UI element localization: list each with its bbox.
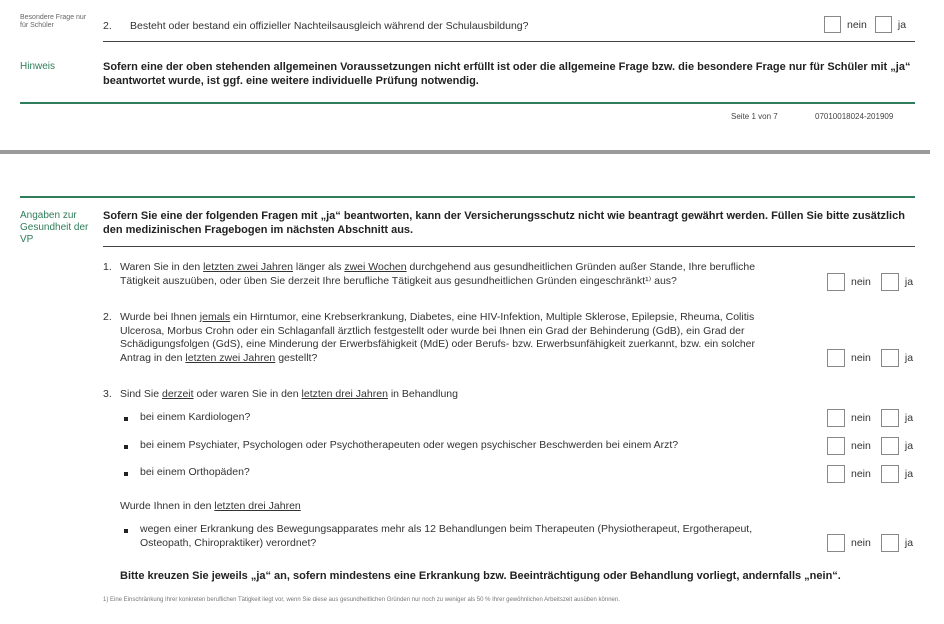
health-q2-nein-checkbox[interactable]: [827, 349, 845, 367]
top-q2-options: [824, 16, 906, 33]
health-q1-options: [827, 273, 913, 291]
health-q1-text: Waren Sie in den letzten zwei Jahren länger als zwei Wochen durchgehend aus gesundheitlichen Gründen außer Stande, Ihre berufliche Tätigkeit auszuüben, oder üben Sie derzeit Ihre berufliche Tätigkeit aus gesundheitlichen Gründen eingeschränkt¹⁾ aus?: [120, 261, 756, 287]
health-q2-options: [827, 349, 913, 367]
health-section-label: Angaben zur Gesundheit der VP: [20, 210, 89, 245]
ja-label: ja: [904, 412, 914, 424]
health-q1-ja-checkbox[interactable]: [881, 273, 899, 291]
ja-label: ja: [904, 440, 914, 452]
green-divider: [20, 102, 915, 104]
ja-label: ja: [904, 468, 914, 480]
ja-label: ja: [897, 18, 907, 31]
ja-label: ja: [904, 276, 914, 288]
hint-label: Hinweis: [20, 61, 56, 72]
health-q3-text: Sind Sie derzeit oder waren Sie in den letzten drei Jahren in Behandlung: [120, 388, 458, 400]
q3-cardiologist-ja-checkbox[interactable]: [881, 409, 899, 427]
q3-item-cardiologist: bei einem Kardiologen?: [140, 411, 251, 423]
page-info: Seite 1 von 7: [731, 112, 778, 121]
green-divider: [20, 196, 915, 198]
q3-item-orthopedist: bei einem Orthopäden?: [140, 466, 250, 478]
bullet: [124, 472, 128, 476]
q3-therapy-ja-checkbox[interactable]: [881, 534, 899, 552]
special-question-label: Besondere Frage nur für Schüler: [20, 14, 87, 29]
nein-label: nein: [851, 276, 871, 288]
health-q1-number: 1.: [103, 261, 112, 273]
bullet: [124, 529, 128, 533]
q2-number: 2.: [103, 20, 112, 32]
instruction-text: Bitte kreuzen Sie jeweils „ja“ an, sofern mindestens eine Erkrankung bzw. Beeinträchtigung oder Behandlung vorliegt, andernfalls „nein“.: [120, 570, 841, 582]
q3-orthopedist-options: [827, 465, 913, 483]
health-q2-ja-checkbox[interactable]: [881, 349, 899, 367]
q3-item-psychiatrist: bei einem Psychiater, Psychologen oder Psychotherapeuten oder wegen psychischer Beschwerden bei einem Arzt?: [140, 439, 679, 451]
health-q1-nein-checkbox[interactable]: [827, 273, 845, 291]
q3-psychiatrist-options: [827, 437, 913, 455]
q3-therapy-nein-checkbox[interactable]: [827, 534, 845, 552]
hint-text: Sofern eine der oben stehenden allgemeinen Voraussetzungen nicht erfüllt ist oder die allgemeine Frage bzw. die besondere Frage nur für Schüler mit „ja“ beantwortet wurde, ist ggf. eine weitere individuelle Prüfung notwendig.: [103, 61, 911, 87]
nein-label: nein: [847, 18, 867, 31]
q2-text: Besteht oder bestand ein offizieller Nachteilsausgleich während der Schulausbildung?: [130, 20, 529, 32]
nein-label: nein: [851, 412, 871, 424]
q3-cardiologist-nein-checkbox[interactable]: [827, 409, 845, 427]
q3-orthopedist-nein-checkbox[interactable]: [827, 465, 845, 483]
ja-label: ja: [904, 352, 914, 364]
q3-subquestion: Wurde Ihnen in den letzten drei Jahren: [120, 500, 301, 512]
ja-label: ja: [904, 537, 914, 549]
top-q2-nein-checkbox[interactable]: [824, 16, 841, 33]
health-intro: Sofern Sie eine der folgenden Fragen mit „ja“ beantworten, kann der Versicherungsschutz nicht wie beantragt gewährt werden. Füllen Sie bitte zusätzlich den medizinischen Fragebogen im nächsten Abschnitt aus.: [103, 210, 905, 236]
q3-psychiatrist-ja-checkbox[interactable]: [881, 437, 899, 455]
nein-label: nein: [851, 537, 871, 549]
health-q2-text: Wurde bei Ihnen jemals ein Hirntumor, eine Krebserkrankung, Diabetes, eine HIV-Infektion, Multiple Sklerose, Epilepsie, Rheuma, Colitis Ulcerosa, Morbus Crohn oder ein Schlaganfall ärztlich festgestellt oder wurde bei Ihnen ein Grad der Behinderung (GdB), ein Grad der Schädigungsfolgen (GdS), eine Minderung der Erwerbsfähigkeit (MdE) oder Berufs- bzw. Erwerbsunfähigkeit zuerkannt, bzw. ein solcher Antrag in den letzten zwei Jahren gestellt?: [120, 311, 755, 364]
q3-item-therapy: wegen einer Erkrankung des Bewegungsapparates mehr als 12 Behandlungen beim Therapeuten (Physiotherapeut, Ergotherapeut, Osteopath, Chiropraktiker) verordnet?: [140, 523, 753, 549]
health-q2-number: 2.: [103, 311, 112, 323]
q3-orthopedist-ja-checkbox[interactable]: [881, 465, 899, 483]
health-q3-number: 3.: [103, 388, 112, 400]
q3-therapy-options: [827, 534, 913, 552]
divider: [103, 246, 915, 247]
nein-label: nein: [851, 468, 871, 480]
document-id: 07010018024-201909: [815, 112, 894, 121]
footnote: 1) Eine Einschränkung Ihrer konkreten beruflichen Tätigkeit liegt vor, wenn Sie diese aus gesundheitlichen Gründen nur noch zu weniger als 50 % Ihrer gewöhnlichen Arbeitszeit ausüben können.: [103, 597, 620, 603]
page-break: [0, 150, 930, 154]
bullet: [124, 417, 128, 421]
top-q2-ja-checkbox[interactable]: [875, 16, 892, 33]
nein-label: nein: [851, 440, 871, 452]
q3-cardiologist-options: [827, 409, 913, 427]
divider: [103, 41, 915, 42]
q3-psychiatrist-nein-checkbox[interactable]: [827, 437, 845, 455]
nein-label: nein: [851, 352, 871, 364]
bullet: [124, 445, 128, 449]
